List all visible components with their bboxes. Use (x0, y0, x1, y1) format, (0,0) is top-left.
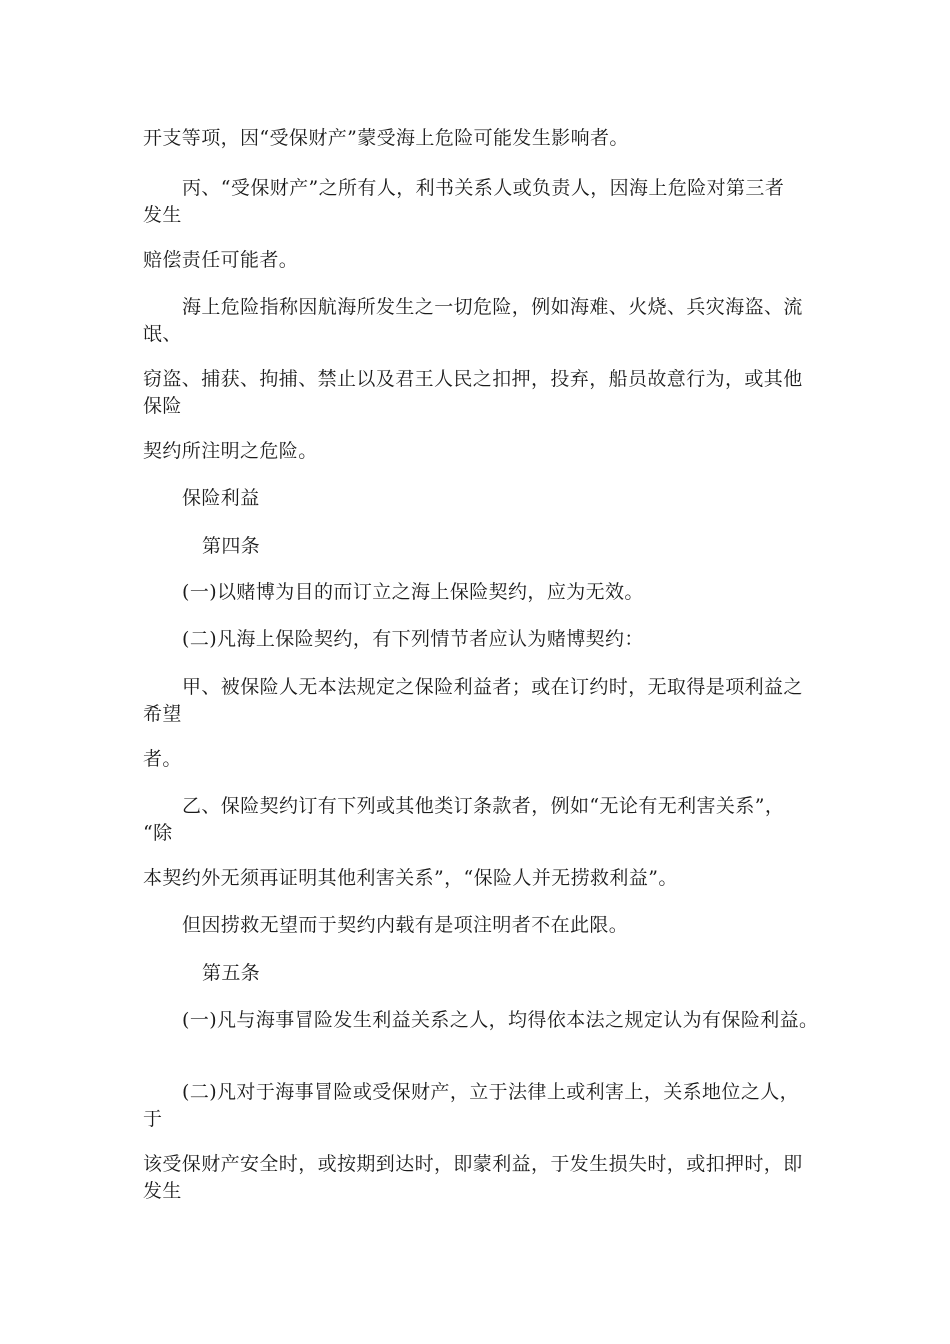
text-line: (一)以赌博为目的而订立之海上保险契约，应为无效。 (182, 581, 644, 603)
text-line: 丙、“受保财产”之所有人，利书关系人或负责人，因海上危险对第三者 (182, 177, 785, 199)
text-line: 于 (143, 1108, 163, 1130)
text-line: 但因捞救无望而于契约内载有是项注明者不在此限。 (182, 914, 629, 936)
text-line: 本契约外无须再证明其他利害关系”，“保险人并无捞救利益”。 (143, 867, 678, 889)
text-line: 赔偿责任可能者。 (143, 249, 299, 271)
text-line: 契约所注明之危险。 (143, 440, 318, 462)
text-line: “除 (143, 822, 173, 844)
text-line: (一)凡与海事冒险发生利益关系之人，均得依本法之规定认为有保险利益。 (182, 1009, 819, 1031)
article-heading: 第四条 (202, 535, 261, 557)
text-line: 窃盗、捕获、拘捕、禁止以及君王人民之扣押，投弃，船员故意行为，或其他 (143, 368, 803, 390)
text-line: 发生 (143, 1180, 182, 1202)
text-line: (二)凡海上保险契约，有下列情节者应认为赌博契约： (182, 628, 644, 650)
text-line: 发生 (143, 204, 182, 226)
text-line: 开支等项，因“受保财产”蒙受海上危险可能发生影响者。 (143, 127, 629, 149)
text-line: 海上危险指称因航海所发生之一切危险，例如海难、火烧、兵灾海盗、流 (182, 296, 803, 318)
text-line: 希望 (143, 703, 182, 725)
section-heading: 保险利益 (182, 487, 260, 509)
text-line: 保险 (143, 395, 182, 417)
article-heading: 第五条 (202, 962, 261, 984)
text-line: 乙、保险契约订有下列或其他类订条款者，例如“无论有无利害关系”， (182, 795, 785, 817)
text-line: 氓、 (143, 323, 182, 345)
text-line: 者。 (143, 748, 182, 770)
text-line: 该受保财产安全时，或按期到达时，即蒙利益，于发生损失时，或扣押时，即 (143, 1153, 803, 1175)
text-line: (二)凡对于海事冒险或受保财产，立于法律上或利害上，关系地位之人， (182, 1081, 800, 1103)
text-line: 甲、被保险人无本法规定之保险利益者；或在订约时，无取得是项利益之 (182, 676, 803, 698)
